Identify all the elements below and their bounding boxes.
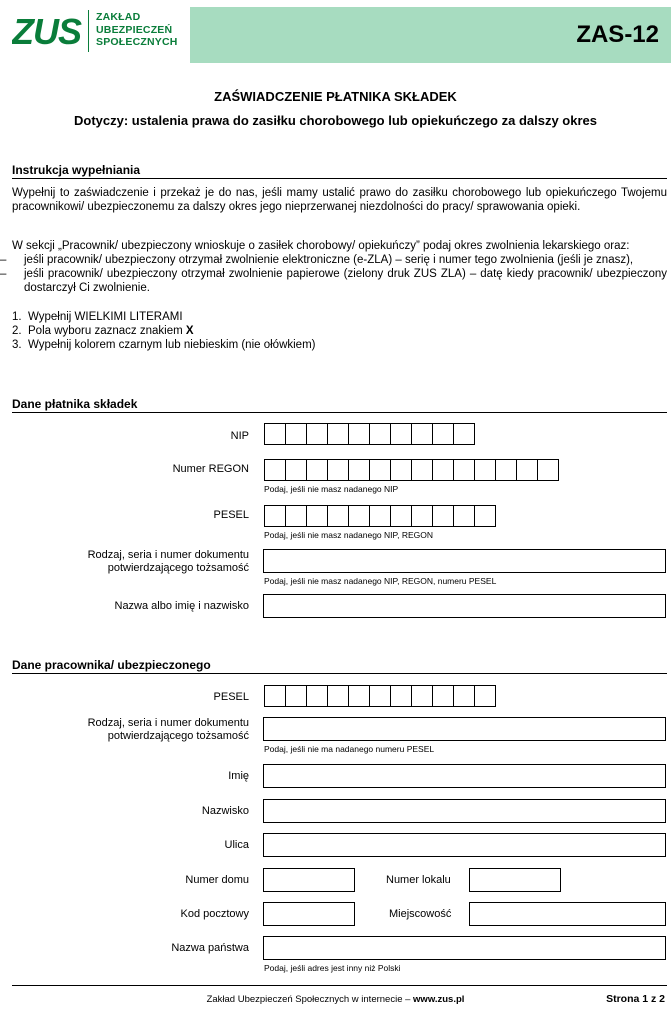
digit-cell[interactable]: [411, 423, 433, 445]
employee-document-label-line2: potwierdzającego tożsamość: [107, 730, 249, 742]
organization-name: [96, 11, 178, 49]
payer-document-hint: Podaj, jeśli nie masz nadanego NIP, REGON, numeru PESEL: [264, 576, 497, 586]
zus-logo: [12, 10, 84, 50]
digit-cell[interactable]: [411, 459, 433, 481]
employee-document-label: [88, 717, 249, 743]
payer-name-label: Nazwa albo imię i nazwisko: [114, 600, 249, 612]
employee-heading: Dane pracownika/ ubezpieczonego: [12, 658, 211, 672]
step-3: [12, 338, 316, 352]
digit-cell[interactable]: [537, 459, 559, 481]
digit-cell[interactable]: [411, 685, 433, 707]
form-code-band: [190, 7, 671, 63]
instructions-paragraph-2: W sekcji „Pracownik/ ubezpieczony wnioskuje o zasiłek chorobowy/ opiekuńczy” podaj okres zwolnienia lekarskiego oraz:: [12, 240, 630, 252]
payer-document-label-line1: Rodzaj, seria i numer dokumentu: [87, 549, 249, 561]
employee-first-name-field[interactable]: [263, 764, 666, 788]
step-number: 1.: [12, 311, 22, 323]
employee-city-label: Miejscowość: [389, 908, 452, 920]
employee-house-number-label: Numer domu: [185, 874, 249, 886]
digit-cell[interactable]: [285, 459, 307, 481]
step-text: Wypełnij kolorem czarnym lub niebieskim (nie ołówkiem): [28, 339, 316, 351]
instructions-paragraph-1: Wypełnij to zaświadczenie i przekaż je do nas, jeśli mamy ustalić prawo do zasiłku chorobowego lub opiekuńczego Twojemu pracownikowi/ ubezpieczonemu za dalszy okres jego nieprzerwanej niezdolności do pracy/ sprawowania opieki.: [12, 187, 667, 213]
digit-cell[interactable]: [411, 505, 433, 527]
digit-cell[interactable]: [432, 505, 454, 527]
employee-pesel-field[interactable]: [264, 685, 496, 707]
digit-cell[interactable]: [264, 505, 286, 527]
form-code: ZAS-12: [576, 21, 659, 48]
digit-cell[interactable]: [327, 505, 349, 527]
digit-cell[interactable]: [369, 505, 391, 527]
instructions-bullet-1: [0, 253, 667, 267]
payer-heading: Dane płatnika składek: [12, 397, 138, 411]
logo-separator: [88, 10, 89, 52]
digit-cell[interactable]: [348, 685, 370, 707]
employee-house-number-field[interactable]: [263, 868, 355, 892]
instructions-heading: Instrukcja wypełniania: [12, 163, 141, 177]
digit-cell[interactable]: [453, 685, 475, 707]
employee-document-field[interactable]: [263, 717, 666, 741]
step-text: Pola wyboru zaznacz znakiem: [28, 325, 186, 337]
payer-pesel-hint: Podaj, jeśli nie masz nadanego NIP, REGON: [264, 530, 433, 540]
bullet-1-text: jeśli pracownik/ ubezpieczony otrzymał zwolnienie elektroniczne (e-ZLA) – serię i numer tego zwolnienia (jeśli je znasz),: [24, 254, 634, 266]
employee-country-label: Nazwa państwa: [171, 942, 249, 954]
digit-cell[interactable]: [348, 423, 370, 445]
employee-document-hint: Podaj, jeśli nie ma nadanego numeru PESEL: [264, 744, 435, 754]
org-name-line2: UBEZPIECZEŃ: [96, 23, 173, 36]
footer-text: [0, 994, 671, 1005]
instructions-divider: [12, 178, 667, 179]
employee-last-name-label: Nazwisko: [201, 805, 249, 817]
digit-cell[interactable]: [348, 505, 370, 527]
digit-cell[interactable]: [453, 505, 475, 527]
digit-cell[interactable]: [432, 459, 454, 481]
digit-cell[interactable]: [327, 423, 349, 445]
digit-cell[interactable]: [390, 423, 412, 445]
bullet-dash: –: [0, 268, 7, 280]
payer-regon-field[interactable]: [264, 459, 559, 481]
payer-nip-field[interactable]: [264, 423, 475, 445]
employee-country-field[interactable]: [263, 936, 666, 960]
employee-street-label: Ulica: [224, 839, 249, 851]
document-title: ZAŚWIADCZENIE PŁATNIKA SKŁADEK: [214, 89, 457, 104]
zus-logo-text: ZUS: [12, 11, 81, 50]
employee-apartment-number-label: Numer lokalu: [386, 874, 451, 886]
digit-cell[interactable]: [495, 459, 517, 481]
step-1: [12, 310, 316, 324]
digit-cell[interactable]: [285, 423, 307, 445]
step-2: [12, 324, 316, 338]
page-number: Strona 1 z 2: [606, 993, 665, 1005]
employee-street-field[interactable]: [263, 833, 666, 857]
digit-cell[interactable]: [369, 459, 391, 481]
employee-document-label-line1: Rodzaj, seria i numer dokumentu: [87, 717, 249, 729]
digit-cell[interactable]: [516, 459, 538, 481]
payer-name-field[interactable]: [263, 594, 666, 618]
footer-label: Zakład Ubezpieczeń Społecznych w internecie –: [206, 994, 414, 1005]
digit-cell[interactable]: [474, 459, 496, 481]
payer-document-label-line2: potwierdzającego tożsamość: [107, 562, 249, 574]
payer-nip-label: NIP: [230, 430, 249, 442]
digit-cell[interactable]: [285, 505, 307, 527]
payer-regon-hint: Podaj, jeśli nie masz nadanego NIP: [264, 484, 399, 494]
digit-cell[interactable]: [285, 685, 307, 707]
digit-cell[interactable]: [432, 685, 454, 707]
digit-cell[interactable]: [306, 505, 328, 527]
employee-postal-code-label: Kod pocztowy: [180, 908, 249, 920]
digit-cell[interactable]: [306, 685, 328, 707]
bullet-dash: –: [0, 254, 7, 266]
employee-first-name-label: Imię: [228, 770, 249, 782]
payer-document-field[interactable]: [263, 549, 666, 573]
payer-pesel-field[interactable]: [264, 505, 496, 527]
digit-cell[interactable]: [390, 505, 412, 527]
bullet-2-text: jeśli pracownik/ ubezpieczony otrzymał zwolnienie papierowe (zielony druk ZUS ZLA) – datę kiedy pracownik/ ubezpieczony dostarczył Ci zwolnienie.: [24, 268, 667, 294]
digit-cell[interactable]: [474, 685, 496, 707]
org-name-line1: ZAKŁAD: [96, 11, 141, 23]
step-mark: X: [185, 325, 194, 337]
digit-cell[interactable]: [264, 423, 286, 445]
payer-regon-label: Numer REGON: [172, 463, 249, 475]
payer-divider: [12, 412, 667, 413]
digit-cell[interactable]: [306, 423, 328, 445]
instructions-steps: [12, 310, 316, 352]
step-number: 2.: [12, 325, 22, 337]
employee-country-hint: Podaj, jeśli adres jest inny niż Polski: [264, 963, 401, 973]
payer-pesel-label: PESEL: [213, 509, 249, 521]
form-header: [0, 0, 671, 66]
step-text: Wypełnij WIELKIMI LITERAMI: [28, 311, 183, 323]
digit-cell[interactable]: [390, 459, 412, 481]
digit-cell[interactable]: [432, 423, 454, 445]
employee-pesel-label: PESEL: [213, 691, 249, 703]
digit-cell[interactable]: [264, 685, 286, 707]
digit-cell[interactable]: [390, 685, 412, 707]
digit-cell[interactable]: [453, 459, 475, 481]
employee-apartment-number-field[interactable]: [469, 868, 561, 892]
employee-divider: [12, 673, 667, 674]
digit-cell[interactable]: [453, 423, 475, 445]
document-subtitle: Dotyczy: ustalenia prawa do zasiłku chorobowego lub opiekuńczego za dalszy okres: [73, 113, 597, 128]
footer-divider: [12, 985, 667, 986]
digit-cell[interactable]: [327, 685, 349, 707]
instructions-bullet-2: [0, 267, 667, 295]
payer-document-label: [88, 549, 249, 575]
employee-postal-code-field[interactable]: [263, 902, 355, 926]
employee-city-field[interactable]: [469, 902, 666, 926]
employee-last-name-field[interactable]: [263, 799, 666, 823]
digit-cell[interactable]: [369, 685, 391, 707]
digit-cell[interactable]: [474, 505, 496, 527]
digit-cell[interactable]: [348, 459, 370, 481]
digit-cell[interactable]: [264, 459, 286, 481]
digit-cell[interactable]: [327, 459, 349, 481]
org-name-line3: SPOŁECZNYCH: [96, 36, 178, 48]
digit-cell[interactable]: [369, 423, 391, 445]
footer-url: www.zus.pl: [413, 994, 465, 1005]
digit-cell[interactable]: [306, 459, 328, 481]
step-number: 3.: [12, 339, 22, 351]
